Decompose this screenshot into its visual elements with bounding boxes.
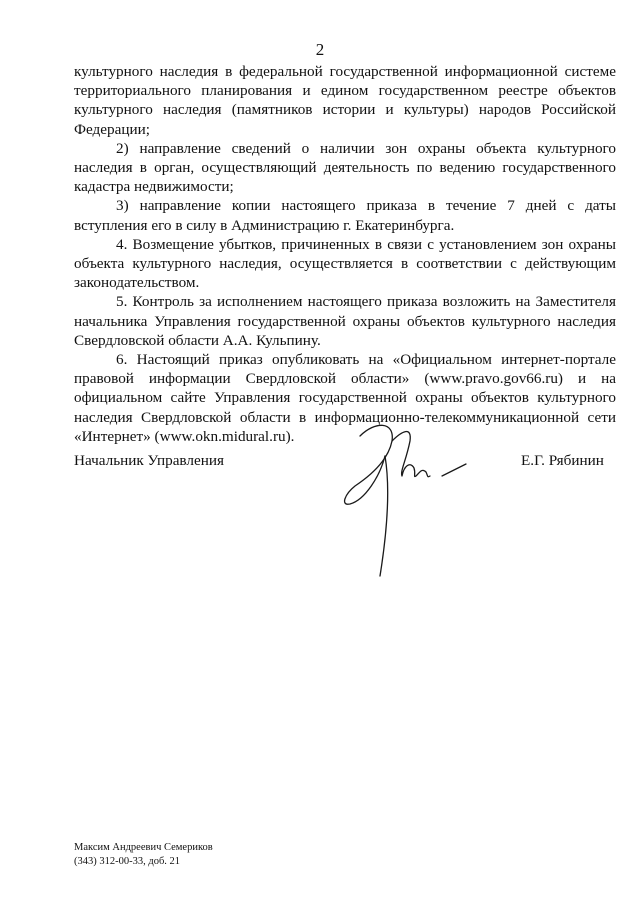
page-number: 2 <box>315 40 325 59</box>
paragraph-6: 6. Настоящий приказ опубликовать на «Официальном интернет-портале правовой информации Свердловской области» (www.pravo.gov66.ru) и на официальном сайте Управления государственной охраны объектов культурного наследия Свердловской области в информационно-телекоммуникационной сети «Интернет» (www.okn.midural.ru). <box>74 351 616 445</box>
paragraph-item-2: 2) направление сведений о наличии зон охраны объекта культурного наследия в орган, осуществляющий деятельность по ведению государственного кадастра недвижимости; <box>74 139 616 196</box>
paragraph-continuation: культурного наследия в федеральной государственной информационной системе территориального планирования и едином государственном реестре объектов культурного наследия (памятников истории и культуры) народов Российской Федерации; <box>74 63 616 138</box>
executor-phone: (343) 312-00-33, доб. 21 <box>74 856 181 867</box>
paragraph-5: 5. Контроль за исполнением настоящего приказа возложить на Заместителя начальника Управления государственной охраны объектов культурного наследия Свердловской области А.А. Кульпину. <box>74 293 616 349</box>
executor-contacts <box>74 841 213 869</box>
signatory-title: Начальник Управления <box>74 452 224 469</box>
paragraph-4: 4. Возмещение убытков, причиненных в связи с установлением зон охраны объекта культурного наследия, осуществляется в соответствии с действующим законодательством. <box>74 235 616 292</box>
handwritten-signature <box>330 416 480 586</box>
signatory-name: Е.Г. Рябинин <box>521 452 604 469</box>
paragraph-item-3: 3) направление копии настоящего приказа в течение 7 дней с даты вступления его в силу в Администрацию г. Екатеринбурга. <box>74 197 616 234</box>
document-body <box>74 62 616 446</box>
executor-name: Максим Андреевич Семериков <box>74 842 213 853</box>
